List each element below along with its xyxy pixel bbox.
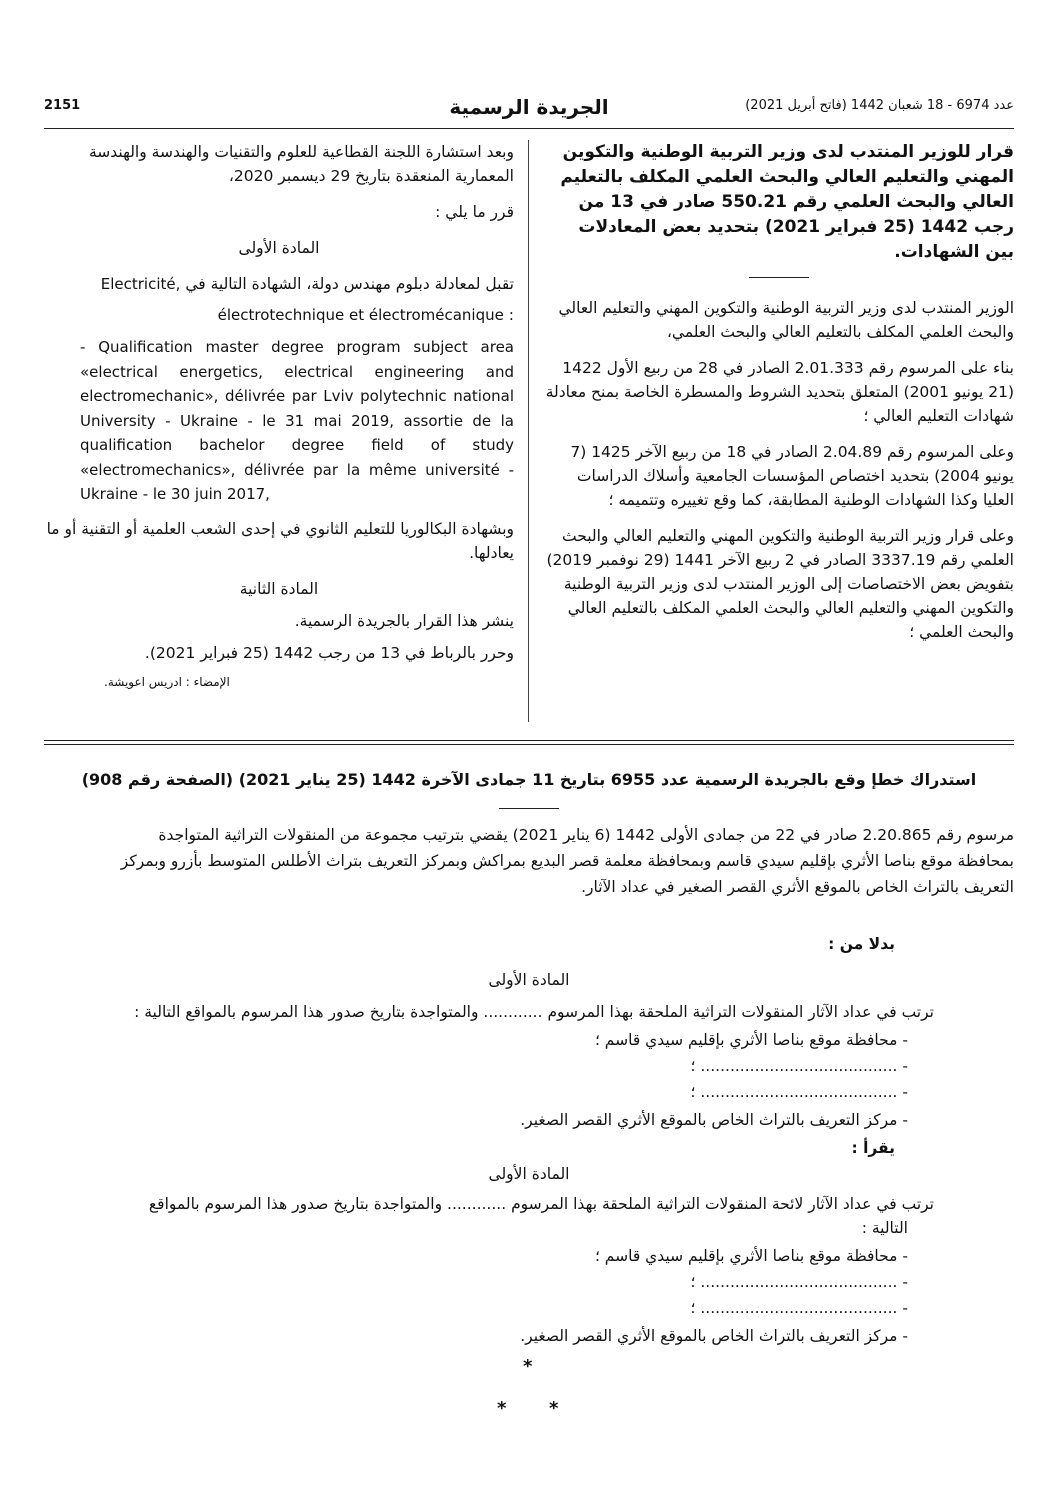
site-item-old-3: - ........................................ ؛ xyxy=(690,1083,908,1101)
issue-info: عدد 6974 - 18 شعبان 1442 (فاتح أبريل 2021) xyxy=(745,98,1014,113)
article-1-heading: المادة الأولى xyxy=(238,239,320,257)
correction-title: استدراك خطإ وقع بالجريدة الرسمية عدد 6955 بتاريخ 11 جمادى الآخرة 1442 (25 يناير 2021) (الصفحة رقم 908) xyxy=(81,770,977,789)
rank-line-old: ترتب في عداد الآثار المنقولات التراثية الملحقة بهذا المرسوم ............ والمتواجدة بتاريخ صدور هذا المرسوم بالمواقع التالية : xyxy=(134,1003,934,1021)
article-heading-new: المادة الأولى xyxy=(488,1165,570,1183)
right-column xyxy=(544,140,1014,656)
gazette-title: الجريدة الرسمية xyxy=(449,95,609,119)
decree-intro: الوزير المنتدب لدى وزير التربية الوطنية والتكوين المهني والتعليم العالي والبحث العلمي المكلف بالتعليم العالي والبحث العلمي، xyxy=(558,299,1014,341)
site-item-new-4: - مركز التعريف بالتراث الخاص بالموقع الأثري القصر الصغير. xyxy=(520,1327,908,1345)
signature: الإمضاء : ادريس اعويشة. xyxy=(104,674,230,689)
decree-title: قرار للوزير المنتدب لدى وزير التربية الوطنية والتكوين المهني والتعليم العالي والبحث العلمي المكلف بالتعليم العالي والبحث العلمي رقم 550.21 صادر في 13 من رجب 1442 (25 فبراير 2021) بتحديد بعض المعادلات بين الشهادات. xyxy=(560,142,1014,262)
decree-para-3: وعلى قرار وزير التربية الوطنية والتكوين المهني والتعليم العالي والبحث العلمي رقم 3337.19 الصادر في 2 ربيع الآخر 1441 (29 نوفمبر 2019) بتفويض بعض الاختصاصات إلى الوزير المنتدب لدى وزير التربية الوطنية والتكوين المهني والتعليم العالي والبحث العلمي المكلف بالتعليم العالي والبحث العلمي ؛ xyxy=(546,527,1014,641)
section-rule xyxy=(44,740,1014,741)
separator-star-top: * xyxy=(523,1356,533,1377)
separator-star-left: * xyxy=(497,1398,507,1419)
baccalaureate-para: وبشهادة البكالوريا للتعليم الثانوي في إحدى الشعب العلمية أو التقنية أو ما يعادلها. xyxy=(46,519,514,562)
qualification-text: - Qualification master degree program subject area «electrical energetics, electrical engineering and electromechanic», délivrée par Lviv polytechnic national University - Ukraine - le 31 mai 2019, assortie de la qualification bachelor degree field of study «electromechanics», délivrée par la même université - Ukraine - le 30 juin 2017, xyxy=(80,338,514,503)
site-item-old-1: - محافظة موقع بناصا الأثري بإقليم سيدي قاسم ؛ xyxy=(594,1031,908,1049)
article-1-line-2 xyxy=(44,303,514,328)
correction-body: مرسوم رقم 2.20.865 صادر في 22 من جمادى الأولى 1442 (6 يناير 2021) يقضي بترتيب مجموعة من المنقولات التراثية المتواجدة بمحافظة موقع بناصا الأثري بإقليم سيدي قاسم وبمحافظة معلمة قصر البديع بمراكش وبمركز التعريف بتراث الأطلس المتوسط بأزرو وبمركز التعريف بالتراث الخاص بالموقع الأثري القصر الصغير في عداد الآثار. xyxy=(120,826,1014,896)
correction-title-rule xyxy=(499,808,559,809)
header-rule xyxy=(44,128,1014,129)
article-1-text-ar: تقبل لمعادلة دبلوم مهندس دولة، الشهادة التالية في xyxy=(185,275,514,293)
article-1-text-fr: Electricité, xyxy=(100,275,181,293)
separator-star-right: * xyxy=(549,1398,559,1419)
article-1-line-1 xyxy=(44,272,514,297)
section-rule-2 xyxy=(44,744,1014,745)
site-item-new-3: - ........................................ ؛ xyxy=(690,1299,908,1317)
decides-line: قرر ما يلي : xyxy=(435,203,514,221)
rank-line-new: ترتب في عداد الآثار لائحة المنقولات التراثية الملحقة بهذا المرسوم ............ والمتواجدة بتاريخ صدور هذا المرسوم بالمواقع xyxy=(148,1195,934,1213)
decree-para-1: بناء على المرسوم رقم 2.01.333 الصادر في 28 من ربيع الأول 1422 (21 يونيو 2001) المتعلق بتحديد الشروط والمسطرة الخاصة بمنح معادلة شهادات التعليم العالي ؛ xyxy=(545,359,1014,425)
article-1-colon: : xyxy=(508,305,514,324)
decree-para-2: وعلى المرسوم رقم 2.04.89 الصادر في 18 من ربيع الآخر 1425 (7 يونيو 2004) بتحديد اختصاص المؤسسات الجامعية وأسلاك الدراسات العليا وكذا الشهادات الوطنية المطابقة، كما وقع تغييره وتتميمه ؛ xyxy=(570,443,1014,509)
site-item-new-2: - ........................................ ؛ xyxy=(690,1273,908,1291)
left-column xyxy=(44,140,514,689)
publish-line: ينشر هذا القرار بالجريدة الرسمية. xyxy=(294,611,514,630)
reads-label: يقرأ : xyxy=(851,1139,895,1157)
page-number: 2151 xyxy=(44,98,81,113)
instead-of-label: بدلا من : xyxy=(828,935,895,953)
rank-line-new-end: التالية : xyxy=(861,1219,908,1237)
article-1-text-fr-2: électrotechnique et électromécanique xyxy=(217,305,504,324)
done-at-line: وحرر بالرباط في 13 من رجب 1442 (25 فبراير 2021). xyxy=(144,643,514,662)
article-2-heading: المادة الثانية xyxy=(239,579,319,598)
article-heading-old: المادة الأولى xyxy=(488,971,570,989)
site-item-old-2: - ........................................ ؛ xyxy=(690,1057,908,1075)
column-divider xyxy=(528,140,529,722)
site-item-old-4: - مركز التعريف بالتراث الخاص بالموقع الأثري القصر الصغير. xyxy=(520,1111,908,1129)
title-rule xyxy=(749,277,809,278)
consultation-para: وبعد استشارة اللجنة القطاعية للعلوم والتقنيات والهندسة والهندسة المعمارية المنعقدة بتاريخ 29 ديسمبر 2020، xyxy=(88,143,514,185)
site-item-new-1: - محافظة موقع بناصا الأثري بإقليم سيدي قاسم ؛ xyxy=(594,1247,908,1265)
